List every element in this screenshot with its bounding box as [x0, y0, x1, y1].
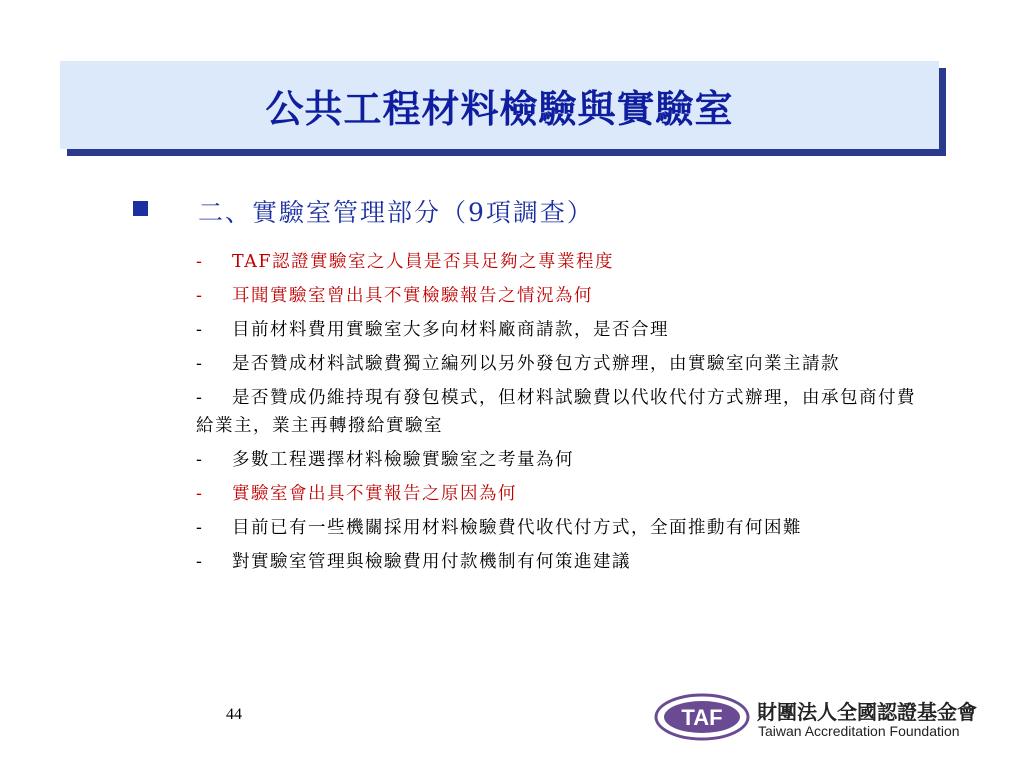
- survey-item-text: 多數工程選擇材料檢驗實驗室之考量為何: [232, 450, 574, 470]
- survey-item-text: 目前材料費用實驗室大多向材料廠商請款，是否合理: [232, 320, 669, 340]
- taf-logo: [652, 690, 992, 744]
- title-box: [60, 61, 939, 149]
- dash-bullet: -: [196, 388, 204, 408]
- survey-item-list: [196, 248, 931, 582]
- logo-name-english: Taiwan Accreditation Foundation: [758, 723, 960, 739]
- dash-bullet: -: [196, 450, 204, 470]
- survey-item: [196, 248, 931, 276]
- survey-item: [196, 480, 931, 508]
- survey-item-text: 是否贊成材料試驗費獨立編列以另外發包方式辦理，由實驗室向業主請款: [232, 354, 840, 374]
- survey-item: [196, 384, 931, 440]
- survey-item: [196, 514, 931, 542]
- dash-bullet: -: [196, 286, 204, 306]
- dash-bullet: -: [196, 354, 204, 374]
- survey-item-text: 目前已有一些機關採用材料檢驗費代收代付方式，全面推動有何困難: [232, 518, 802, 538]
- dash-bullet: -: [196, 552, 204, 572]
- survey-item: [196, 548, 931, 576]
- taf-emblem-icon: [652, 690, 752, 744]
- dash-bullet: -: [196, 518, 204, 538]
- survey-item: [196, 350, 931, 378]
- page-number: 44: [226, 706, 242, 723]
- square-bullet-icon: [133, 201, 148, 216]
- slide-title: 公共工程材料檢驗與實驗室: [265, 86, 734, 131]
- dash-bullet: -: [196, 320, 204, 340]
- survey-item-text: TAF認證實驗室之人員是否具足夠之專業程度: [232, 252, 614, 272]
- survey-item-text: 實驗室會出具不實報告之原因為何: [232, 484, 517, 504]
- survey-item: [196, 446, 931, 474]
- dash-bullet: -: [196, 252, 204, 272]
- section-heading: 二、實驗室管理部分（9項調查）: [198, 198, 594, 227]
- survey-item-text: 對實驗室管理與檢驗費用付款機制有何策進建議: [232, 552, 631, 572]
- survey-item-text: 是否贊成仍維持現有發包模式，但材料試驗費以代收代付方式辦理，由承包商付費給業主，業主再轉撥給實驗室: [196, 388, 916, 436]
- survey-item-text: 耳聞實驗室曾出具不實檢驗報告之情況為何: [232, 286, 593, 306]
- survey-item: [196, 282, 931, 310]
- logo-mark-text: TAF: [681, 705, 723, 730]
- dash-bullet: -: [196, 484, 204, 504]
- survey-item: [196, 316, 931, 344]
- logo-name-chinese: 財團法人全國認證基金會: [757, 700, 977, 724]
